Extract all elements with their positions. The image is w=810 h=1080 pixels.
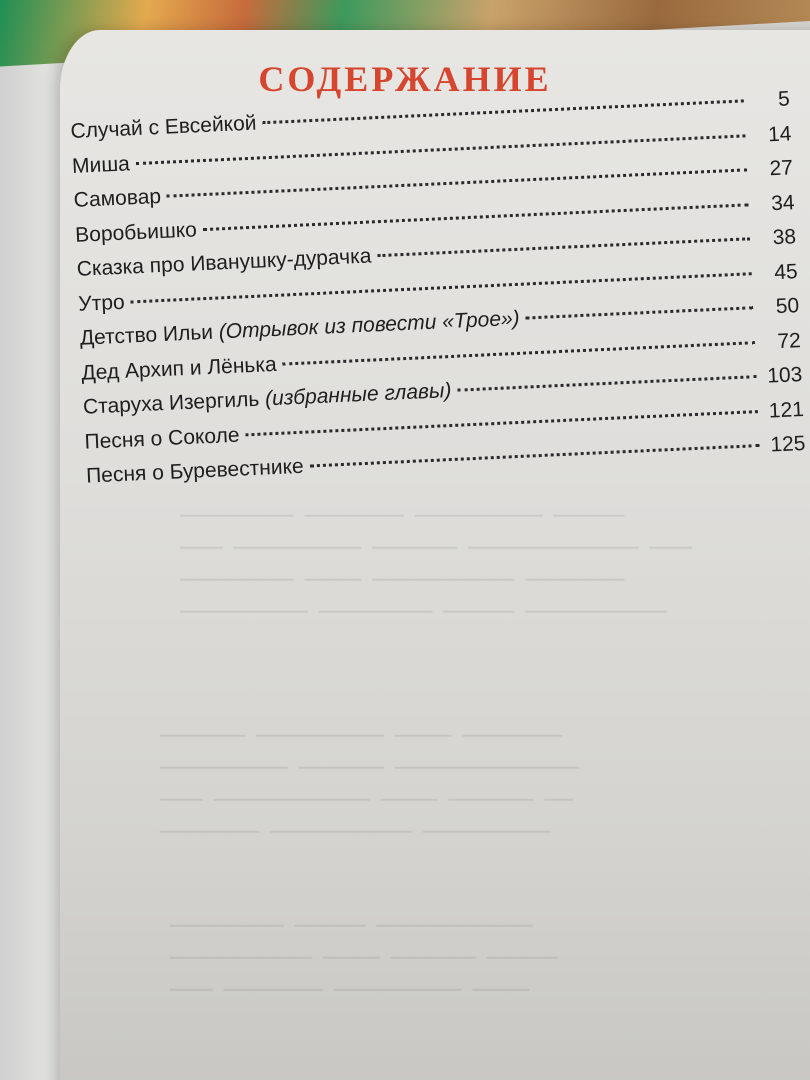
toc-page-number: 14	[767, 121, 792, 146]
toc-entry-main-title: Самовар	[73, 184, 162, 212]
toc-entry-subtitle: (избранные главы)	[258, 378, 452, 411]
toc-entry-title	[75, 218, 198, 247]
toc-entry-main-title: Миша	[71, 151, 131, 178]
page-title: СОДЕРЖАНИЕ	[258, 59, 552, 99]
toc-entry-main-title: Старуха Изергиль	[82, 387, 260, 419]
toc-leader-dots	[526, 306, 754, 319]
toc-page-number: 50	[775, 294, 800, 319]
toc-entry-main-title: Воробьишко	[74, 217, 198, 247]
toc-leader-dots	[457, 375, 756, 392]
toc-entry-main-title: Песня о Буревестнике	[85, 454, 305, 488]
toc-entry-main-title: Песня о Соколе	[84, 423, 240, 454]
toc-page-number: 121	[768, 397, 805, 423]
show-through-text: ──────── ─────── ───────── ───── ─── ───────── ────── ──────────── ─── ──────── ──── ────────── ─────── ───────── ──────── ───── ──────────	[180, 505, 693, 623]
toc-entry-main-title: Дед Архип и Лёнька	[80, 352, 278, 385]
toc-page-number: 103	[766, 363, 803, 388]
show-through-text: ────── ───────── ──── ─────── ───────── ────── ───────────── ─── ─────────── ──── ────── ── ─────── ────────── ─────────	[160, 725, 579, 843]
toc-page-number: 38	[772, 225, 797, 250]
toc-page-number: 5	[777, 87, 791, 111]
table-of-contents	[70, 87, 806, 499]
toc-entry-title	[73, 185, 161, 213]
toc-page-number: 45	[773, 259, 799, 284]
toc-page-number: 72	[776, 328, 802, 353]
toc-entry-main-title: Детство Ильи	[79, 320, 214, 350]
toc-entry-main-title: Утро	[77, 290, 126, 316]
toc-page-number: 125	[769, 431, 806, 457]
toc-entry-main-title: Сказка про Иванушку-дурачка	[76, 244, 372, 281]
toc-entry-subtitle: (Отрывок из повести «Трое»)	[212, 306, 521, 344]
toc-entry-title	[72, 152, 131, 179]
toc-page-number: 27	[769, 156, 794, 181]
toc-entry-main-title: Случай с Евсейкой	[70, 111, 257, 143]
toc-page-number: 34	[770, 190, 795, 215]
toc-entry-title	[78, 290, 125, 316]
show-through-text: ──────── ───── ─────────── ────────── ──── ────── ───── ─── ─────── ───────── ────	[170, 915, 558, 1001]
